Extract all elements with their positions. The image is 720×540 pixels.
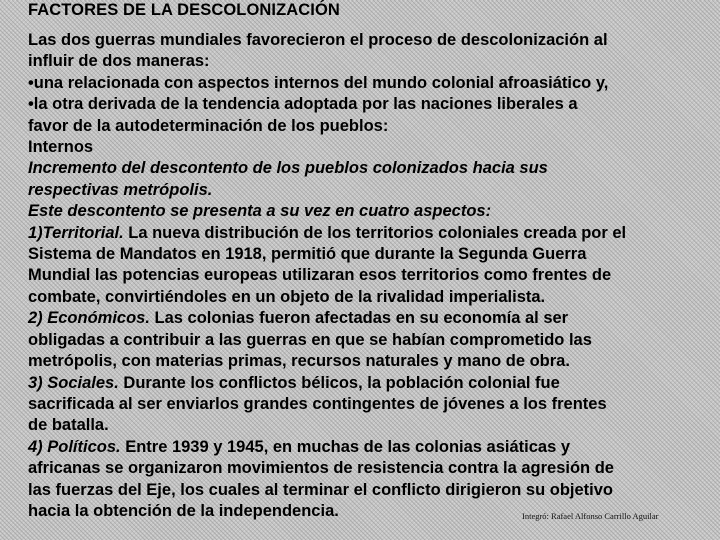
aspect-label: 4) Políticos.: [28, 437, 121, 456]
body-line: metrópolis, con materias primas, recursos naturales y mano de obra.: [28, 352, 570, 371]
body-line: Mundial las potencias europeas utilizaran esos territorios como frentes de: [28, 266, 612, 285]
slide-title: FACTORES DE LA DESCOLONIZACIÓN: [28, 1, 340, 19]
italic-line: respectivas metrópolis.: [28, 180, 213, 199]
italic-line: Incremento del descontento de los pueblos colonizados hacia sus: [28, 159, 548, 178]
subheading-internos: Internos: [28, 138, 94, 157]
italic-line: Este descontento se presenta a su vez en cuatro aspectos:: [28, 202, 492, 221]
body-line: hacia la obtención de la independencia.: [28, 501, 339, 520]
aspect-label: 1)Territorial.: [28, 223, 124, 242]
body-line: obligadas a contribuir a las guerras en que se habían comprometido las: [28, 330, 592, 349]
aspect-sociales: [28, 373, 718, 394]
author-credit: Integró: Rafael Alfonso Carrillo Aguilar: [522, 511, 659, 521]
aspect-text: Entre 1939 y 1945, en muchas de las colonias asiáticas y: [120, 437, 571, 456]
body-line: africanas se organizaron movimientos de resistencia contra la agresión de: [28, 459, 614, 478]
aspect-label: 2) Económicos.: [28, 309, 150, 328]
body-line: influir de dos maneras:: [28, 52, 210, 71]
aspect-text: Las colonias fueron afectadas en su economía al ser: [149, 309, 569, 328]
aspect-label: 3) Sociales.: [28, 373, 119, 392]
body-line: combate, convirtiéndoles en un objeto de la rivalidad imperialista.: [28, 287, 546, 306]
aspect-territorial: [28, 223, 718, 244]
body-line: Las dos guerras mundiales favorecieron el proceso de descolonización al: [28, 31, 608, 49]
aspect-politicos: [28, 437, 718, 458]
body-line: de batalla.: [28, 416, 109, 435]
bullet-internal-aspects: •una relacionada con aspectos internos del mundo colonial afroasiático y,: [28, 73, 609, 92]
bullet-liberal-nations: •la otra derivada de la tendencia adoptada por las naciones liberales a: [28, 95, 578, 114]
body-line: favor de la autodeterminación de los pueblos:: [28, 116, 389, 135]
slide-body: [28, 30, 718, 522]
aspect-economicos: [28, 308, 718, 329]
aspect-text: Durante los conflictos bélicos, la población colonial fue: [118, 373, 560, 392]
body-line: Sistema de Mandatos en 1918, permitió que durante la Segunda Guerra: [28, 245, 587, 264]
body-line: las fuerzas del Eje, los cuales al terminar el conflicto dirigieron su objetivo: [28, 480, 614, 499]
aspect-text: La nueva distribución de los territorios coloniales creada por el: [123, 223, 627, 242]
body-line: sacrificada al ser enviarlos grandes contingentes de jóvenes a los frentes: [28, 394, 607, 413]
